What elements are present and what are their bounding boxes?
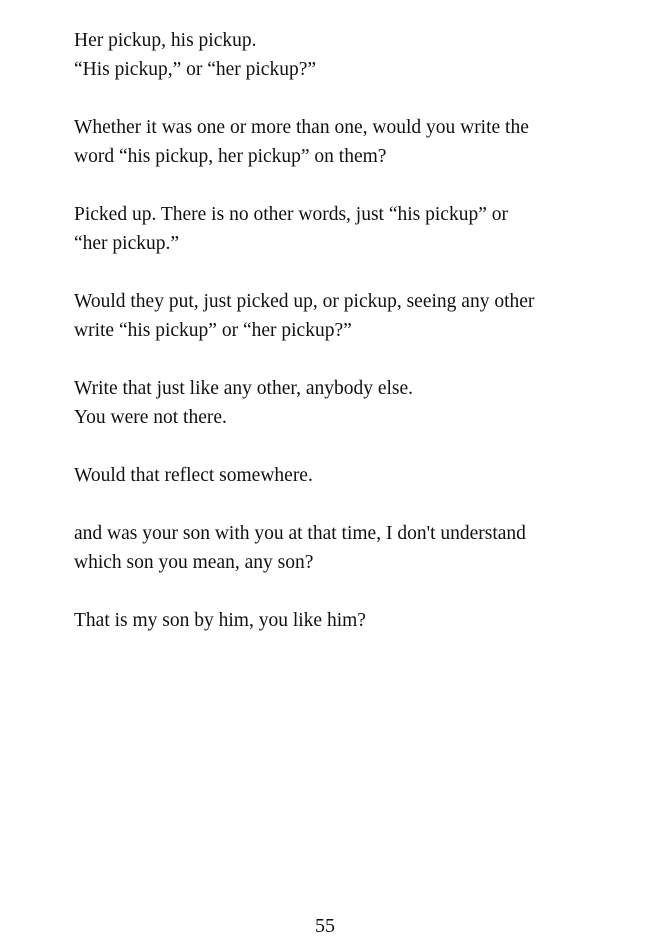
stanza-line: write “his pickup” or “her pickup?”	[74, 320, 352, 341]
stanza-line: Whether it was one or more than one, would you write the	[74, 117, 529, 138]
stanza-line: That is my son by him, you like him?	[74, 610, 366, 631]
stanza-4	[74, 287, 584, 345]
stanza-8	[74, 606, 584, 635]
stanza-line: which son you mean, any son?	[74, 552, 314, 573]
stanza-line: Her pickup, his pickup.	[74, 30, 257, 51]
stanza-3	[74, 200, 584, 258]
body-text	[74, 26, 584, 664]
stanza-line: word “his pickup, her pickup” on them?	[74, 146, 387, 167]
stanza-line: “her pickup.”	[74, 233, 180, 254]
stanza-line: Would they put, just picked up, or pickup, seeing any other	[74, 291, 535, 312]
stanza-2	[74, 113, 584, 171]
stanza-7	[74, 519, 584, 577]
stanza-1	[74, 26, 584, 84]
stanza-line: “His pickup,” or “her pickup?”	[74, 59, 317, 80]
stanza-6	[74, 461, 584, 490]
stanza-line: Write that just like any other, anybody else.	[74, 378, 414, 399]
stanza-5	[74, 374, 584, 432]
stanza-line: Would that reflect somewhere.	[74, 465, 313, 486]
stanza-line: and was your son with you at that time, I don't understand	[74, 523, 526, 544]
page-number: 55	[315, 915, 335, 937]
stanza-line: You were not there.	[74, 407, 227, 428]
stanza-line: Picked up. There is no other words, just “his pickup” or	[74, 204, 508, 225]
